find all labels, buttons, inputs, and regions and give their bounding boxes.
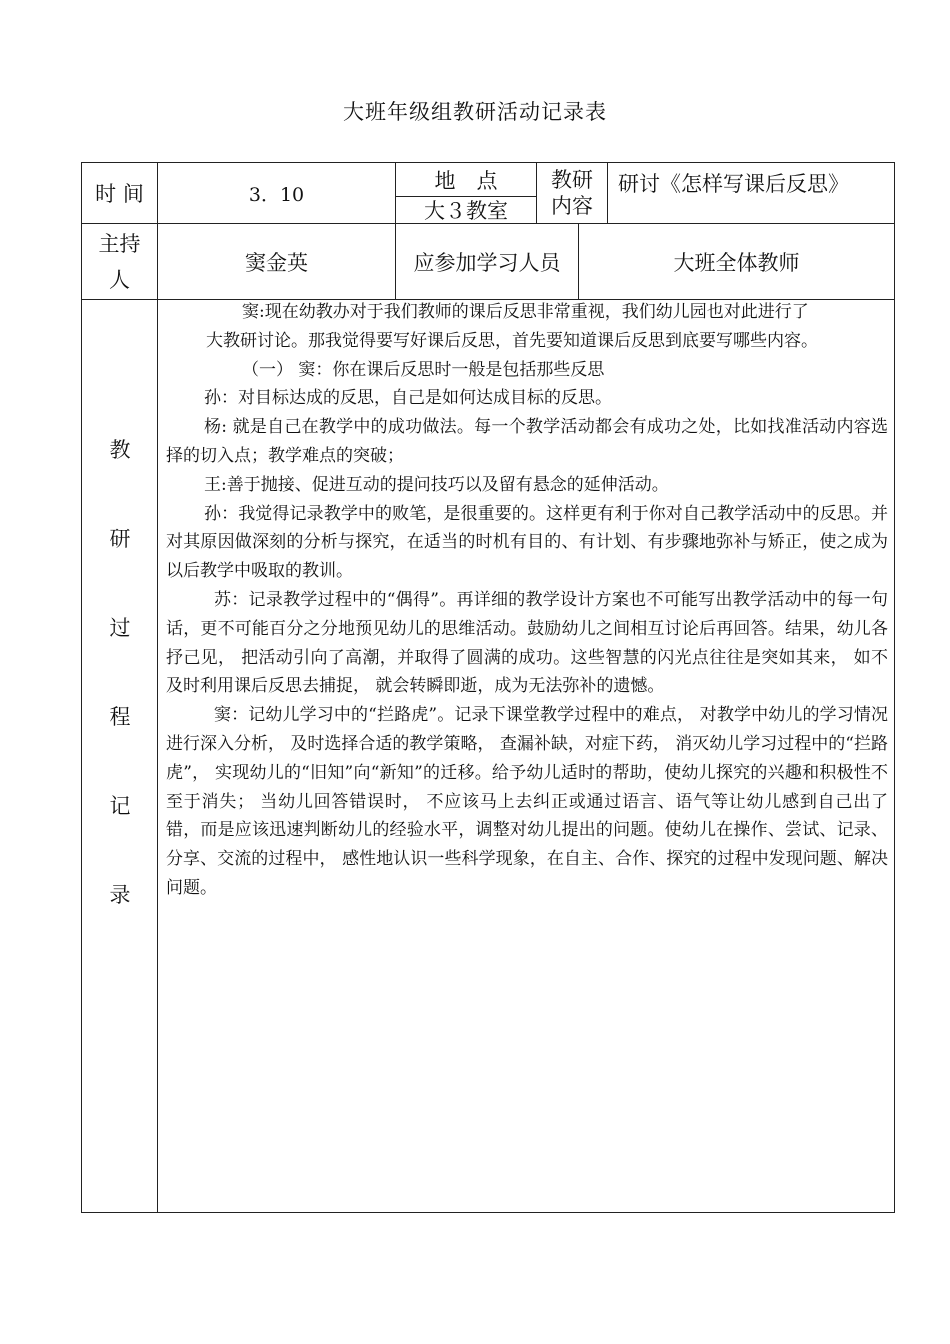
place-value: 大３教室 [424, 199, 508, 223]
process-record-label [82, 430, 158, 964]
row1-col-line-c [607, 162, 608, 224]
page-title: 大班年级组教研活动记录表 [343, 100, 607, 124]
process-label-char: 过 [109, 616, 131, 640]
process-label-char: 程 [109, 705, 131, 729]
record-paragraph: 孙：对目标达成的反思，自己是如何达成目标的反思。 [204, 388, 612, 409]
host-label-line2: 人 [109, 267, 130, 292]
participants-value: 大班全体教师 [673, 250, 800, 275]
process-label-char: 录 [109, 883, 131, 907]
time-label: 时 间 [95, 182, 144, 206]
table-border-right [894, 162, 895, 1213]
record-paragraph: 苏：记录教学过程中的“偶得”。再详细的教学设计方案也不可能写出教学活动中的每一句话，更不可能百分之分地预见幼儿的思维活动。鼓励幼儿之间相互讨论后再回答。结果，幼儿各抒己见， 把活动引向了高潮，并取得了圆满的成功。这些智慧的闪光点往往是突如其来， 如不及时利用课后反思去捕捉， 就会转瞬即逝，成为无法弥补的遗憾。 [166, 589, 888, 697]
record-paragraph: 杨: 就是自己在教学中的成功做法。每一个教学活动都会有成功之处，比如找准活动内容选择的切入点；教学难点的突破； [166, 417, 888, 466]
topic-label-line2: 内容 [551, 194, 593, 218]
record-paragraph: 大教研讨论。那我觉得要写好课后反思，首先要知道课后反思到底要写哪些内容。 [206, 330, 818, 351]
topic-value: 研讨《怎样写课后反思》 [618, 172, 849, 196]
record-paragraph: （一） 窦：你在课后反思时一般是包括那些反思 [242, 359, 605, 380]
time-value: 3．10 [248, 183, 305, 206]
topic-label [537, 163, 607, 223]
host-label [82, 224, 157, 299]
place-label: 地 点 [434, 168, 498, 193]
topic-label-line1: 教研 [551, 168, 593, 192]
record-paragraph: 王:善于抛接、促进互动的提问技巧以及留有悬念的延伸活动。 [204, 474, 669, 495]
process-label-char: 研 [109, 527, 131, 551]
record-paragraph: 孙：我觉得记录教学中的败笔，是很重要的。这样更有利于你对自己教学活动中的反思。并对其原因做深刻的分析与探究，在适当的时机有目的、有计划、有步骤地弥补与矫正，使之成为以后教学中吸取的教训。 [166, 503, 888, 582]
process-label-char: 记 [109, 794, 131, 818]
record-paragraph: 窦：记幼儿学习中的“拦路虎”。记录下课堂教学过程中的难点， 对教学中幼儿的学习情况进行深入分析， 及时选择合适的教学策略， 查漏补缺，对症下药， 消灭幼儿学习过程中的“拦路虎”， 实现幼儿的“旧知”向“新知”的迁移。给予幼儿适时的帮助，使幼儿探究的兴趣和积极性不至于消失； 当幼儿回答错误时， 不应该马上去纠正或通过语言、语气等让幼儿感到自己出了错，而是应该迅速判断幼儿的经验水平，调整对幼儿提出的问题。使幼儿在操作、尝试、记录、分享、交流的过程中， 感性地认识一些科学现象，在自主、合作、探究的过程中发现问题、解决问题。 [166, 705, 888, 898]
process-label-char: 教 [109, 438, 131, 462]
participants-label: 应参加学习人员 [413, 250, 561, 275]
process-record-text [166, 298, 888, 903]
record-paragraph: 窦:现在幼教办对于我们教师的课后反思非常重视，我们幼儿园也对此进行了 [242, 302, 809, 322]
host-label-line1: 主持 [98, 231, 141, 256]
table-border-bottom [81, 1212, 895, 1213]
host-value: 窦金英 [245, 250, 308, 275]
